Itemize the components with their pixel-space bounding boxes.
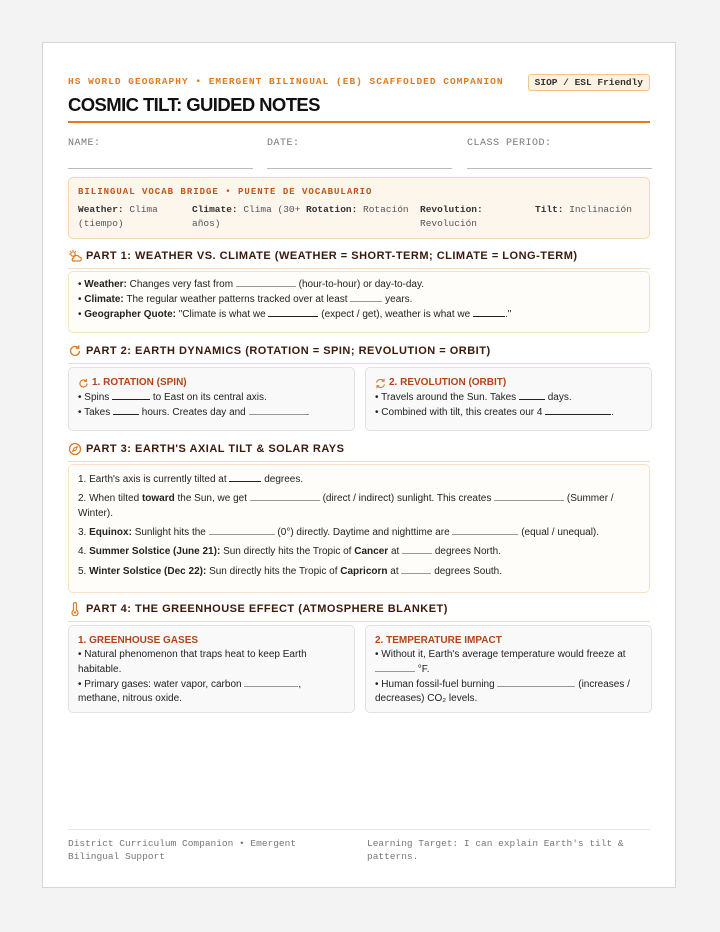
vocab-item-revolution: Revolution: Revolución: [420, 204, 483, 229]
part1-title: PART 1: WEATHER VS. CLIMATE (WEATHER = SHORT-TERM; CLIMATE = LONG-TERM): [86, 250, 578, 262]
rotation-card: [68, 367, 355, 431]
vocab-bridge-box: [68, 177, 650, 239]
revolution-line-2: • Combined with tilt, this creates our 4 .: [375, 407, 615, 418]
gases-title: 1. GREENHOUSE GASES: [78, 635, 199, 646]
blank[interactable]: [497, 686, 575, 687]
part2-title: PART 2: EARTH DYNAMICS (ROTATION = SPIN; REVOLUTION = ORBIT): [86, 345, 491, 357]
blank[interactable]: [401, 573, 431, 574]
part1-line-quote: • Geographer Quote: "Climate is what we (expect / get), weather is what we .": [78, 309, 512, 320]
temperature-line-3: • Human fossil-fuel burning (increases /: [375, 679, 630, 690]
name-field[interactable]: [68, 132, 253, 169]
blank[interactable]: [375, 671, 415, 672]
footer-divider: [68, 829, 650, 830]
temperature-line-1: • Without it, Earth's average temperature would freeze at: [375, 649, 626, 660]
part3-item-4: 4. Summer Solstice (June 21): Sun directly hits the Tropic of Cancer at degrees North.: [78, 546, 501, 557]
part3-header: [68, 441, 650, 462]
part3-item-1: 1. Earth's axis is currently tilted at degrees.: [78, 474, 304, 485]
part4-header: [68, 601, 650, 622]
blank[interactable]: [244, 686, 298, 687]
footer-left: District Curriculum Companion • Emergent Bilingual Support: [68, 838, 297, 862]
part3-item-2: 2. When tilted toward the Sun, we get (direct / indirect) sunlight. This creates (Summer /: [78, 493, 614, 504]
page-title: COSMIC TILT: GUIDED NOTES: [68, 94, 320, 115]
vocab-item-climate: Climate: Clima (30+ años): [192, 204, 301, 229]
refresh-orbit-icon: [375, 378, 386, 389]
temperature-line-4: decreases) CO₂ levels.: [375, 693, 478, 704]
revolution-line-1: • Travels around the Sun. Takes days.: [375, 392, 572, 403]
rotation-icon: [78, 378, 89, 389]
blank[interactable]: [473, 316, 505, 317]
rotation-line-2: • Takes hours. Creates day and .: [78, 407, 310, 418]
part3-box: [68, 464, 650, 593]
blank[interactable]: [519, 399, 545, 400]
revolution-title: 2. REVOLUTION (ORBIT): [389, 377, 507, 388]
title-divider: [68, 121, 650, 123]
blank[interactable]: [545, 414, 611, 415]
vocab-title: BILINGUAL VOCAB BRIDGE • PUENTE DE VOCABULARIO: [78, 187, 373, 197]
footer-right: Learning Target: I can explain Earth's tilt & patterns.: [367, 838, 624, 862]
part1-box: [68, 271, 650, 333]
temperature-line-2: °F.: [375, 663, 642, 678]
revolution-card: [365, 367, 652, 431]
eyebrow-text: HS WORLD GEOGRAPHY • EMERGENT BILINGUAL (EB) SCAFFOLDED COMPANION: [68, 76, 504, 87]
siop-badge: SIOP / ESL Friendly: [528, 74, 650, 91]
blank[interactable]: [112, 399, 150, 400]
blank[interactable]: [350, 301, 382, 302]
date-label: DATE:: [267, 138, 300, 149]
blank[interactable]: [494, 500, 564, 501]
part1-header: [68, 248, 650, 269]
rotation-line-1: • Spins to East on its central axis.: [78, 392, 267, 403]
part2-header: [68, 343, 650, 364]
temperature-impact-card: [365, 625, 652, 713]
gases-line-1: • Natural phenomenon that traps heat to keep Earth: [78, 649, 307, 660]
blank[interactable]: [402, 553, 432, 554]
gases-line-3: • Primary gases: water vapor, carbon ,: [78, 679, 302, 690]
blank[interactable]: [268, 316, 318, 317]
worksheet-page: [42, 42, 676, 888]
period-label: CLASS PERIOD:: [467, 138, 552, 149]
period-field[interactable]: [467, 132, 652, 169]
name-label: NAME:: [68, 138, 101, 149]
temperature-title: 2. TEMPERATURE IMPACT: [375, 635, 502, 646]
part3-item-5: 5. Winter Solstice (Dec 22): Sun directly hits the Tropic of Capricorn at degrees South.: [78, 566, 503, 577]
part1-line-weather: • Weather: Changes very fast from (hour-to-hour) or day-to-day.: [78, 279, 425, 290]
rotation-title: 1. ROTATION (SPIN): [92, 377, 187, 388]
gases-line-2: habitable.: [78, 664, 122, 675]
blank[interactable]: [236, 286, 296, 287]
gases-line-4: methane, nitrous oxide.: [78, 693, 182, 704]
blank[interactable]: [113, 414, 139, 415]
date-field[interactable]: [267, 132, 452, 169]
weather-sun-cloud-icon: [68, 249, 82, 263]
vocab-item-rotation: Rotation: Rotación: [306, 204, 409, 215]
student-info-fields: [68, 132, 650, 168]
part3-title: PART 3: EARTH'S AXIAL TILT & SOLAR RAYS: [86, 443, 345, 455]
compass-icon: [68, 442, 82, 456]
part3-item-3: 3. Equinox: Sunlight hits the (0°) directly. Daytime and nighttime are (equal / unequal).: [78, 527, 600, 538]
vocab-item-weather: Weather: Clima (tiempo): [78, 204, 158, 229]
blank[interactable]: [209, 534, 275, 535]
rotate-arrow-icon: [68, 344, 82, 358]
greenhouse-gases-card: [68, 625, 355, 713]
blank[interactable]: [229, 481, 261, 482]
blank[interactable]: [249, 414, 307, 415]
blank[interactable]: [452, 534, 518, 535]
part3-item-2-cont: Winter).: [78, 508, 113, 519]
part4-title: PART 4: THE GREENHOUSE EFFECT (ATMOSPHERE BLANKET): [86, 603, 448, 615]
blank[interactable]: [250, 500, 320, 501]
thermometer-icon: [68, 602, 82, 616]
vocab-item-tilt: Tilt: Inclinación: [535, 204, 632, 215]
part1-line-climate: • Climate: The regular weather patterns tracked over at least years.: [78, 294, 413, 305]
